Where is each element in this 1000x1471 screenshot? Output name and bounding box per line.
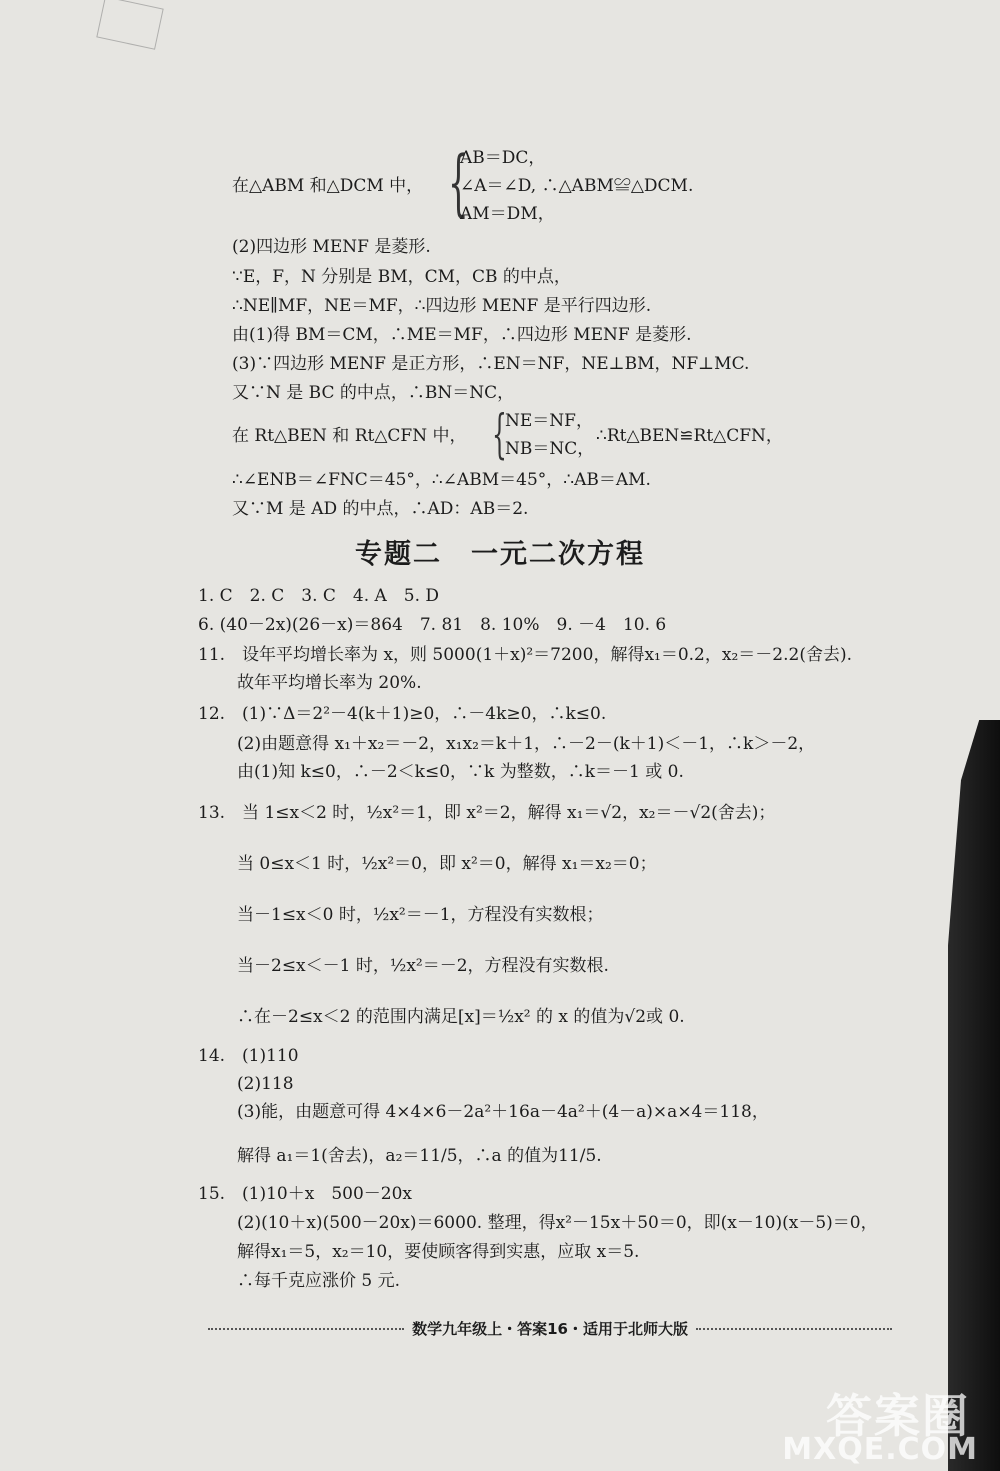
section-title: 专题二 一元二次方程 bbox=[355, 539, 645, 570]
answer-line: (2)118 bbox=[237, 1074, 294, 1094]
answer-line: 当 0≤x＜1 时，½x²＝0，即 x²＝0，解得 x₁＝x₂＝0； bbox=[237, 854, 657, 874]
solution-line: ∴NE∥MF，NE＝MF，∴四边形 MENF 是平行四边形. bbox=[232, 296, 652, 316]
brace-symbol: { bbox=[448, 140, 469, 224]
solution-line: ∵E，F，N 分别是 BM，CM，CB 的中点， bbox=[232, 267, 571, 287]
brace2-intro: 在 Rt△BEN 和 Rt△CFN 中， bbox=[232, 426, 467, 446]
brace-line: AB＝DC， bbox=[460, 148, 546, 168]
answer-line: 当－1≤x＜0 时，½x²＝－1，方程没有实数根； bbox=[237, 905, 604, 925]
page-footer bbox=[200, 1318, 900, 1339]
answer-line: 12. (1)∵Δ＝2²－4(k＋1)≥0，∴－4k≥0，∴k≤0. bbox=[198, 704, 607, 724]
answer-line: 当－2≤x＜－1 时，½x²＝－2，方程没有实数根. bbox=[237, 956, 609, 976]
brace-line: AM＝DM， bbox=[460, 204, 555, 224]
answer-line: 6. (40－2x)(26－x)＝864 7. 81 8. 10% 9. －4 10. 6 bbox=[198, 615, 667, 635]
solution-line: 由(1)得 BM＝CM，∴ME＝MF，∴四边形 MENF 是菱形. bbox=[232, 325, 692, 345]
answer-line: ∴在－2≤x＜2 的范围内满足[x]＝½x² 的 x 的值为√2或 0. bbox=[237, 1007, 685, 1027]
solution-line: (3)∵四边形 MENF 是正方形，∴EN＝NF，NE⊥BM，NF⊥MC. bbox=[232, 354, 750, 374]
answer-line: (3)能，由题意可得 4×4×6－2a²＋16a－4a²＋(4－a)×a×4＝118， bbox=[237, 1102, 769, 1122]
brace-intro: 在△ABM 和△DCM 中， bbox=[232, 176, 424, 196]
solution-line: ∴∠ENB＝∠FNC＝45°，∴∠ABM＝45°，∴AB＝AM. bbox=[232, 470, 651, 490]
answer-line: 解得 a₁＝1(舍去)，a₂＝11/5，∴a 的值为11/5. bbox=[237, 1146, 602, 1166]
answer-line: ∴每千克应涨价 5 元. bbox=[237, 1271, 401, 1291]
solution-line: (2)四边形 MENF 是菱形. bbox=[232, 237, 431, 257]
solution-line: 又∵M 是 AD 的中点，∴AD：AB＝2. bbox=[232, 499, 529, 519]
watermark-logo: 答案圈 bbox=[826, 1389, 970, 1443]
solution-line: 又∵N 是 BC 的中点，∴BN＝NC， bbox=[232, 383, 515, 403]
brace-symbol: { bbox=[492, 405, 507, 465]
brace2-line: NB＝NC， bbox=[505, 439, 595, 459]
answer-line: 13. 当 1≤x＜2 时，½x²＝1，即 x²＝2，解得 x₁＝√2，x₂＝－√2(舍去)； bbox=[198, 803, 776, 823]
answer-line: 1. C 2. C 3. C 4. A 5. D bbox=[198, 586, 440, 606]
answer-line: 故年平均增长率为 20%. bbox=[237, 673, 422, 693]
footer-dots-left bbox=[208, 1328, 404, 1330]
answer-line: (2)由题意得 x₁＋x₂＝－2，x₁x₂＝k＋1，∴－2－(k＋1)＜－1，∴k＞－2， bbox=[237, 734, 816, 754]
brace2-tail: ∴Rt△BEN≌Rt△CFN， bbox=[596, 426, 783, 446]
answer-line: 11. 设年平均增长率为 x，则 5000(1＋x)²＝7200，解得x₁＝0.2，x₂＝－2.2(舍去). bbox=[198, 645, 852, 665]
brace2-line: NE＝NF， bbox=[505, 411, 593, 431]
corner-stamp bbox=[96, 0, 163, 50]
answer-line: 15. (1)10＋x 500－20x bbox=[198, 1184, 413, 1204]
answer-line: 解得x₁＝5，x₂＝10，要使顾客得到实惠，应取 x＝5. bbox=[237, 1242, 640, 1262]
page-edge-shadow bbox=[948, 720, 1000, 1471]
footer-dots-right bbox=[696, 1328, 892, 1330]
brace-line: ∠A＝∠D, ∴△ABM≌△DCM. bbox=[460, 176, 694, 196]
answer-line: 14. (1)110 bbox=[198, 1046, 299, 1066]
footer-text: 数学九年级上・答案16・适用于北师大版 bbox=[412, 1320, 688, 1338]
answer-line: (2)(10＋x)(500－20x)＝6000. 整理，得x²－15x＋50＝0，即(x－10)(x－5)＝0， bbox=[237, 1213, 878, 1233]
answer-line: 由(1)知 k≤0，∴－2＜k≤0，∵k 为整数，∴k＝－1 或 0. bbox=[237, 762, 684, 782]
watermark-url: MXQE.COM bbox=[782, 1432, 978, 1467]
